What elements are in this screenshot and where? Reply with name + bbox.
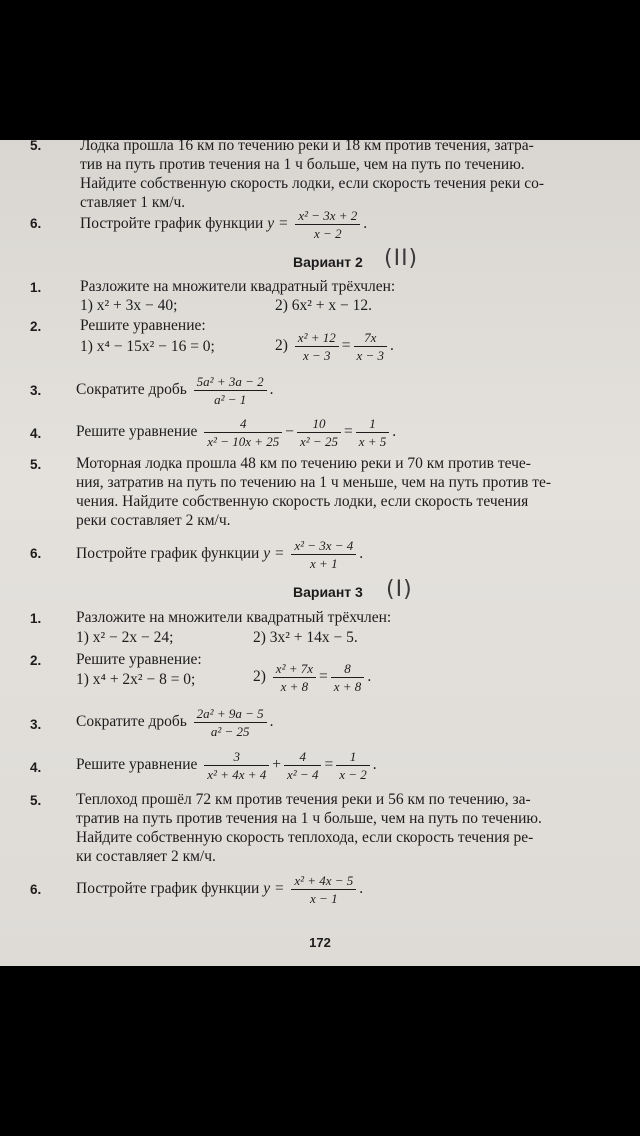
equals-sign: =: [341, 337, 351, 355]
task-text: Разложите на множители квадратный трёхчлен:: [80, 278, 396, 295]
task-text-line: ставляет 1 км/ч.: [80, 194, 186, 211]
fraction: [297, 416, 341, 449]
numerator: 4: [204, 416, 282, 433]
task-item: 2) 3x² + 14x − 5.: [253, 629, 358, 646]
task-text-line: тратив на путь против течения на 1 ч больше, чем на путь по течению.: [76, 810, 542, 827]
operator: −: [285, 423, 295, 441]
period: .: [359, 880, 364, 898]
fraction: [291, 873, 356, 906]
task-text-line: Моторная лодка прошла 48 км по течению реки и 70 км против тече-: [76, 455, 531, 472]
task-number: 3.: [30, 717, 42, 732]
period: .: [269, 381, 274, 399]
task-text: Разложите на множители квадратный трёхчлен:: [76, 609, 392, 626]
task-text-line: реки составляет 2 км/ч.: [76, 512, 231, 529]
numerator: x² + 4x − 5: [291, 873, 356, 890]
task-item: 1) x² + 3x − 40;: [80, 297, 178, 314]
fraction: [336, 749, 370, 782]
task-text: Решите уравнение: [76, 423, 198, 441]
textbook-page: [0, 140, 640, 966]
task-number: 6.: [30, 216, 42, 231]
denominator: a² − 1: [214, 392, 247, 407]
task-line: [76, 416, 396, 449]
fraction: [295, 208, 360, 241]
period: .: [269, 713, 274, 731]
denominator: a² − 25: [210, 724, 250, 739]
period: .: [363, 215, 368, 233]
task-text-line: тив на путь против течения на 1 ч больше, чем на путь по течению.: [80, 156, 525, 173]
task-item: 1) x⁴ − 15x² − 16 = 0;: [80, 338, 215, 355]
task-number: 6.: [30, 882, 42, 897]
denominator: x − 3: [303, 348, 331, 363]
function-variable: y =: [263, 880, 285, 898]
handwritten-note: (II): [384, 246, 419, 271]
task-number: 4.: [30, 760, 42, 775]
numerator: 7x: [354, 330, 388, 347]
denominator: x + 1: [310, 556, 338, 571]
denominator: x² + 4x + 4: [207, 767, 267, 782]
task-number: 4.: [30, 426, 42, 441]
task-number: 5.: [30, 457, 42, 472]
variant-title: Вариант 3: [293, 584, 363, 600]
task-item: [253, 661, 371, 694]
fraction: [291, 538, 356, 571]
item-label: 2): [253, 668, 266, 686]
task-number: 6.: [30, 546, 42, 561]
variant-title: Вариант 2: [293, 254, 363, 270]
task-text: Сократите дробь: [76, 381, 187, 399]
task-text-line: Найдите собственную скорость теплохода, если скорость течения ре-: [76, 829, 534, 846]
task-item: 1) x² − 2x − 24;: [76, 629, 174, 646]
page-number: 172: [309, 935, 331, 950]
task-text-line: ки составляет 2 км/ч.: [76, 848, 216, 865]
equals-sign: =: [324, 756, 334, 774]
operator: +: [272, 756, 282, 774]
numerator: 1: [336, 749, 370, 766]
fraction: [204, 416, 282, 449]
task-text-line: ния, затратив на путь по течению на 1 ч меньше, чем на путь против те-: [76, 474, 552, 491]
task-item: 2) 6x² + x − 12.: [275, 297, 373, 314]
task-number: 1.: [30, 611, 42, 626]
function-variable: y =: [263, 545, 285, 563]
equals-sign: =: [319, 668, 328, 686]
denominator: x − 2: [339, 767, 367, 782]
denominator: x² − 4: [287, 767, 319, 782]
fraction: [284, 749, 321, 782]
handwritten-note: (I): [386, 577, 413, 602]
numerator: x² + 12: [295, 330, 339, 347]
period: .: [372, 756, 377, 774]
period: .: [367, 668, 372, 686]
task-number: 5.: [30, 793, 42, 808]
item-label: 2): [275, 337, 288, 355]
fraction: [204, 749, 269, 782]
fraction: [331, 661, 365, 694]
task-text-line: Теплоход прошёл 72 км против течения реки и 56 км по течению, за-: [76, 791, 531, 808]
numerator: 10: [297, 416, 341, 433]
numerator: 4: [284, 749, 321, 766]
period: .: [392, 423, 397, 441]
fraction: [273, 661, 316, 694]
numerator: 3: [204, 749, 269, 766]
fraction: [354, 330, 388, 363]
task-number: 2.: [30, 653, 42, 668]
task-line: [76, 749, 377, 782]
task-item: [275, 330, 394, 363]
task-line: [76, 538, 363, 571]
denominator: x − 1: [310, 891, 338, 906]
task-number: 1.: [30, 280, 42, 295]
task-number: 2.: [30, 319, 42, 334]
task-item: 1) x⁴ + 2x² − 8 = 0;: [76, 671, 196, 688]
fraction: [356, 416, 390, 449]
task-text: Решите уравнение:: [80, 317, 206, 334]
fraction: [194, 706, 267, 739]
task-number: 3.: [30, 383, 42, 398]
task-text-line: Найдите собственную скорость лодки, если скорость течения реки со-: [80, 175, 545, 192]
numerator: x² − 3x − 4: [291, 538, 356, 555]
task-text-line: чения. Найдите собственную скорость лодки, если скорость течения: [76, 493, 529, 510]
task-text: Решите уравнение: [76, 756, 198, 774]
fraction: [194, 374, 267, 407]
function-variable: y =: [267, 215, 289, 233]
denominator: x + 8: [280, 679, 309, 694]
task-line: [76, 706, 274, 739]
numerator: 5a² + 3a − 2: [194, 374, 267, 391]
task-text: Сократите дробь: [76, 713, 187, 731]
denominator: x + 5: [358, 434, 387, 449]
equals-sign: =: [343, 423, 353, 441]
task-text: Постройте график функции: [76, 545, 260, 563]
denominator: x − 3: [356, 348, 385, 363]
task-text-line: Лодка прошла 16 км по течению реки и 18 км против течения, затра-: [80, 140, 534, 154]
task-line: [76, 374, 274, 407]
task-line: [80, 208, 367, 241]
denominator: x + 8: [333, 679, 362, 694]
denominator: x² − 25: [300, 434, 338, 449]
numerator: x² + 7x: [273, 661, 316, 678]
period: .: [359, 545, 364, 563]
task-line: [76, 873, 363, 906]
fraction: [295, 330, 339, 363]
numerator: 1: [356, 416, 390, 433]
numerator: x² − 3x + 2: [295, 208, 360, 225]
period: .: [390, 337, 394, 355]
denominator: x² − 10x + 25: [207, 434, 280, 449]
task-text: Решите уравнение:: [76, 651, 202, 668]
numerator: 2a² + 9a − 5: [194, 706, 267, 723]
task-number: 5.: [30, 140, 42, 153]
numerator: 8: [331, 661, 365, 678]
task-text: Постройте график функции: [76, 880, 260, 898]
denominator: x − 2: [314, 226, 342, 241]
task-text: Постройте график функции: [80, 215, 264, 233]
